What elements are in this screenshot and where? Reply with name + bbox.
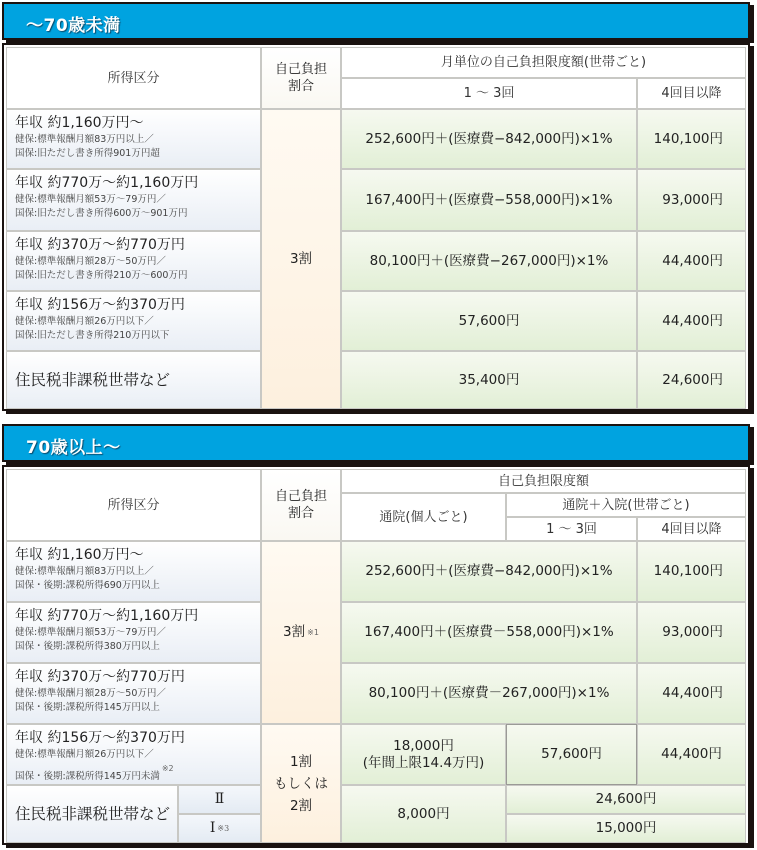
footnote-marker: ※2: [161, 764, 174, 773]
amount-value: 140,100円: [653, 130, 723, 147]
amount-combined: [341, 663, 637, 724]
amount-4plus: [637, 291, 746, 351]
level-label: Ⅰ: [209, 820, 216, 836]
income-main: 住民税非課税世帯など: [15, 804, 171, 823]
rate-cell: [261, 109, 341, 409]
income-sub: 国保・後期:課税所得690万円以上: [15, 580, 160, 591]
header-times-4plus-label: 4回目以降: [661, 86, 722, 101]
amount-4plus: [637, 109, 746, 169]
income-main: 住民税非課税世帯など: [15, 370, 171, 389]
amount-combined: [341, 602, 637, 663]
income-sub: 国保:旧ただし書き所得901万円超: [15, 148, 160, 159]
header-times-1-3-label: 1 ～ 3回: [463, 86, 515, 101]
table-row-income-exempt: [6, 785, 178, 843]
rate-value: 3割: [289, 250, 313, 267]
exempt-level-2: [178, 785, 261, 814]
amount-4plus: [637, 724, 746, 785]
income-sub: 国保・後期:課税所得380万円以上: [15, 641, 160, 652]
income-sub: 国保・後期:課税所得145万円以上: [15, 702, 160, 713]
amount-1-3: [341, 109, 637, 169]
table-row-income: [6, 541, 261, 602]
amount-value: 140,100円: [653, 563, 723, 579]
section-banner-70-and-over: [2, 424, 750, 462]
header-income-label: 所得区分: [107, 70, 160, 86]
amount-value: 15,000円: [595, 820, 657, 836]
rate-value: 1割: [289, 753, 313, 770]
header-income: [6, 469, 261, 541]
income-sub-text: 国保・後期:課税所得145万円未満: [15, 771, 160, 782]
table-row-income: [6, 724, 261, 785]
income-sub: 国保:旧ただし書き所得210万円以下: [15, 330, 170, 341]
amount-value: 57,600円: [458, 312, 520, 329]
header-outpatient-label: 通院(個人ごと): [379, 509, 468, 525]
header-rate-line2: 割合: [287, 79, 314, 94]
amount-value: 44,400円: [662, 685, 723, 701]
amount-value: 93,000円: [662, 624, 723, 640]
header-times-1-3: [506, 517, 637, 541]
header-times-4plus: [637, 517, 746, 541]
header-limit: [341, 47, 746, 78]
amount-1-3: [341, 351, 637, 409]
header-rate-line1: 自己負担: [274, 489, 327, 504]
amount-4plus: [637, 351, 746, 409]
rate-cell: [261, 541, 341, 724]
amount-value: 80,100円＋(医療費−267,000円)×1%: [369, 252, 609, 269]
amount-4plus: [637, 231, 746, 291]
amount-value: 44,400円: [661, 746, 722, 762]
income-main: 年収 約370万～約770万円: [15, 669, 185, 685]
income-sub: 国保:旧ただし書き所得600万～901万円: [15, 208, 188, 219]
header-limit-label: 自己負担限度額: [497, 473, 589, 489]
income-sub: 健保:標準報酬月額83万円以上／: [15, 134, 154, 145]
amount-value: 44,400円: [662, 252, 723, 269]
income-main: 年収 約770万～約1,160万円: [15, 175, 199, 191]
footnote-marker: ※1: [307, 628, 319, 637]
level-label: Ⅱ: [214, 791, 225, 807]
header-rate-line1: 自己負担: [274, 62, 327, 77]
table-row-income: [6, 109, 261, 169]
header-income-label: 所得区分: [107, 497, 160, 513]
table-70-and-over: [2, 465, 750, 845]
amount-value: 252,600円＋(医療費−842,000円)×1%: [365, 563, 613, 579]
table-row-income: [6, 231, 261, 291]
section-banner-under-70: [2, 2, 750, 40]
rate-cell: [261, 724, 341, 843]
income-sub: 健保:標準報酬月額53万～79万円／: [15, 627, 166, 638]
amount-combined: [341, 541, 637, 602]
amount-value: 167,400円＋(医療費－558,000円)×1%: [364, 624, 614, 640]
header-income: [6, 47, 261, 109]
table-under-70: [2, 43, 750, 411]
section-title: 70歳以上～: [26, 438, 121, 458]
amount-value: 252,600円＋(医療費−842,000円)×1%: [365, 130, 613, 147]
income-main: 年収 約156万～約370万円: [15, 297, 185, 313]
amount-value: 167,400円＋(医療費−558,000円)×1%: [365, 191, 613, 208]
amount-note: (年間上限14.4万円): [362, 754, 485, 771]
amount-outpatient: [341, 724, 506, 785]
income-sub: 健保:標準報酬月額28万～50万円／: [15, 688, 166, 699]
footnote-marker: ※3: [217, 824, 230, 833]
amount-value: 57,600円: [541, 746, 602, 762]
header-rate: [261, 47, 341, 109]
income-main: 年収 約1,160万円～: [15, 115, 144, 131]
income-sub: 健保:標準報酬月額26万円以下／: [15, 749, 154, 760]
income-main: 年収 約770万～約1,160万円: [15, 608, 199, 624]
table-row-income: [6, 663, 261, 724]
header-rate: [261, 469, 341, 541]
amount-value: 35,400円: [458, 371, 520, 388]
rate-value: 3割: [283, 624, 306, 640]
header-out-in-label: 通院＋入院(世帯ごと): [562, 497, 690, 513]
amount-value: 93,000円: [662, 191, 723, 208]
amount-4plus: [637, 541, 746, 602]
amount-1-3: [341, 169, 637, 231]
income-main: 年収 約370万～約770万円: [15, 237, 185, 253]
amount-value: 8,000円: [397, 805, 450, 822]
income-sub: 健保:標準報酬月額28万～50万円／: [15, 256, 166, 267]
income-sub: 健保:標準報酬月額26万円以下／: [15, 316, 154, 327]
table-row-income: [6, 169, 261, 231]
header-out-in: [506, 493, 746, 517]
header-times-1-3-label: 1 ～ 3回: [546, 521, 597, 537]
income-main: 年収 約1,160万円～: [15, 547, 144, 563]
income-sub: [15, 762, 174, 784]
amount-1-3: [341, 291, 637, 351]
amount-value: 24,600円: [595, 791, 657, 807]
amount-4plus: [637, 663, 746, 724]
amount-1-3: [506, 724, 637, 785]
table-row-income-exempt: [6, 351, 261, 409]
amount-4plus: [637, 602, 746, 663]
amount-value: 24,600円: [662, 371, 723, 388]
amount-value: 80,100円＋(医療費－267,000円)×1%: [368, 685, 610, 701]
header-outpatient: [341, 493, 506, 541]
section-title: ～70歳未満: [26, 16, 121, 36]
exempt-level-1: [178, 814, 261, 843]
header-limit-label: 月単位の自己負担限度額(世帯ごと): [440, 55, 647, 70]
rate-value: もしくは: [274, 775, 328, 792]
header-times-4plus: [637, 78, 746, 109]
amount-level-2: [506, 785, 746, 814]
header-rate-line2: 割合: [287, 506, 314, 521]
table-row-income: [6, 602, 261, 663]
rate-value: 2割: [289, 797, 313, 814]
amount-value: 18,000円: [393, 737, 454, 754]
income-sub: 国保:旧ただし書き所得210万～600万円: [15, 270, 188, 281]
amount-level-1: [506, 814, 746, 843]
amount-1-3: [341, 231, 637, 291]
income-main: 年収 約156万～約370万円: [15, 730, 185, 746]
income-sub: 健保:標準報酬月額83万円以上／: [15, 566, 154, 577]
amount-4plus: [637, 169, 746, 231]
income-sub: 健保:標準報酬月額53万～79万円／: [15, 194, 166, 205]
amount-value: 44,400円: [662, 312, 723, 329]
header-times-1-3: [341, 78, 637, 109]
table-row-income: [6, 291, 261, 351]
amount-outpatient-exempt: [341, 785, 506, 843]
header-limit: [341, 469, 746, 493]
header-times-4plus-label: 4回目以降: [661, 521, 722, 537]
